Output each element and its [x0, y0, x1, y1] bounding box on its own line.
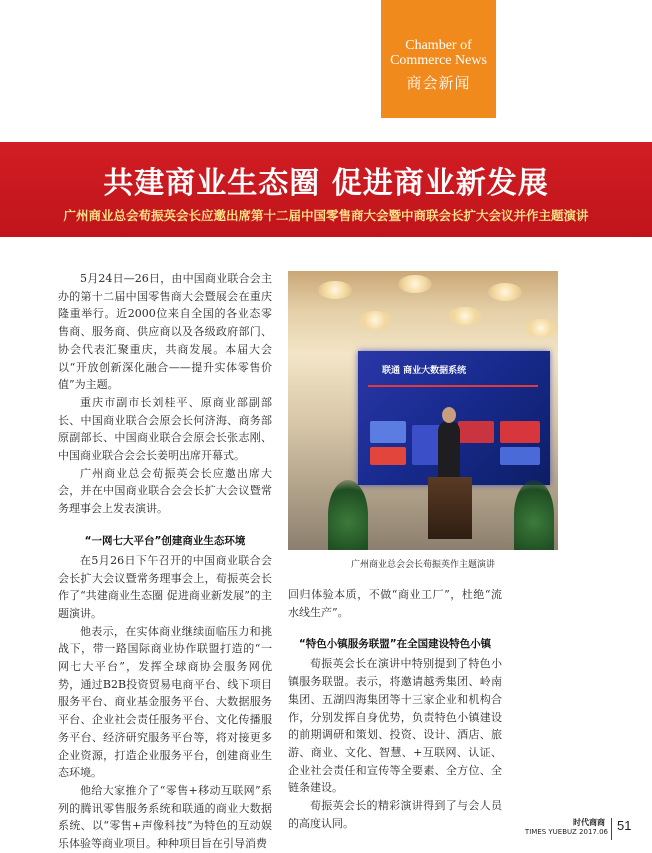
paragraph: 在5月26日下午召开的中国商业联合会会长扩大会议暨常务理事会上，荀振英会长作了“共建商业生态圈 促进商业新发展”的主题演讲。 — [58, 553, 272, 620]
section-tab-english-line2: Commerce News — [390, 53, 487, 68]
footer-divider — [611, 818, 612, 840]
magazine-brand-line: TIMES YUEBUZ 2017.06 — [524, 828, 608, 836]
magazine-name: 时代商商 — [573, 818, 605, 827]
left-column — [58, 270, 272, 853]
section-tab-chinese: 商会新闻 — [406, 74, 471, 92]
section-heading: “特色小镇服务联盟”在全国建设特色小镇 — [298, 638, 492, 651]
paragraph: 5月24日—26日，由中国商业联合会主办的第十二届中国零售商大会暨展会在重庆隆重举行。近2000位来自全国的各业态零售商、服务商、供应商以及各级政府部门、协会代表汇聚重庆，共商发展。本届大会以“开放创新深化融合——提升实体零售价值”为主题。 — [58, 272, 272, 392]
paragraph: 广州商业总会荀振英会长应邀出席大会，并在中国商业联合会会长扩大会议暨常务理事会上发表演讲。 — [58, 466, 272, 516]
paragraph: 他给大家推介了“零售+移动互联网”系列的腾讯零售服务系统和联通的商业大数据系统、以“零售+声像科技”为特色的互动娱乐体验等商业项目。种种项目旨在引导消费 — [58, 783, 272, 851]
section-tab — [381, 0, 496, 118]
paragraph: 重庆市副市长刘桂平、原商业部副部长、中国商业联合会原会长何济海、商务部原副部长、中国商业联合会原会长张志刚、中国商业联合会会长姜明出席开幕式。 — [58, 395, 272, 463]
photo-caption: 广州商业总会会长荀振英作主题演讲 — [350, 560, 495, 570]
screen-title: 联通 商业大数据系统 — [382, 366, 467, 376]
speaker-figure — [438, 421, 460, 481]
section-tab-english-line1: Chamber of — [405, 38, 472, 53]
headline-banner — [0, 142, 652, 237]
section-heading: “一网七大平台”创建商业生态环境 — [84, 534, 246, 547]
article-title: 共建商业生态圈 促进商业新发展 — [103, 166, 549, 201]
podium — [428, 477, 472, 539]
article-subtitle: 广州商业总会荀振英会长应邀出席第十二届中国零售商大会暨中商联会长扩大会议并作主题演讲 — [63, 208, 589, 223]
event-photo — [288, 271, 558, 550]
paragraph: 荀振英会长在演讲中特别提到了特色小镇服务联盟。表示，将邀请越秀集团、岭南集团、五湖四海集团等十三家企业和机构合作，分别发挥自身优势，负责特色小镇建设的前期调研和策划、投资、设计、酒店、旅游、商业、文化、智慧、+互联网、认证、企业社会责任和宣传等全要素、全方位、全链条建设。 — [288, 657, 502, 795]
page-number: 51 — [617, 818, 632, 833]
paragraph: 荀振英会长的精彩演讲得到了与会人员的高度认同。 — [288, 799, 502, 830]
paragraph: 回归体验本质，不做“商业工厂”，杜绝“流水线生产”。 — [288, 588, 502, 619]
paragraph: 他表示，在实体商业继续面临压力和挑战下，带一路国际商业协作联盟打造的“一网七大平台”，发挥全球商协会服务网优势，通过B2B投资贸易电商平台、线下项目服务平台、商业基金服务平台、大数据服务平台、企业社会责任服务平台、文化传播服务平台、经济研究服务平台等，将对接更多企业资源，打造企业服务平台，创建商业生态环境。 — [58, 624, 272, 780]
right-column — [288, 586, 502, 832]
